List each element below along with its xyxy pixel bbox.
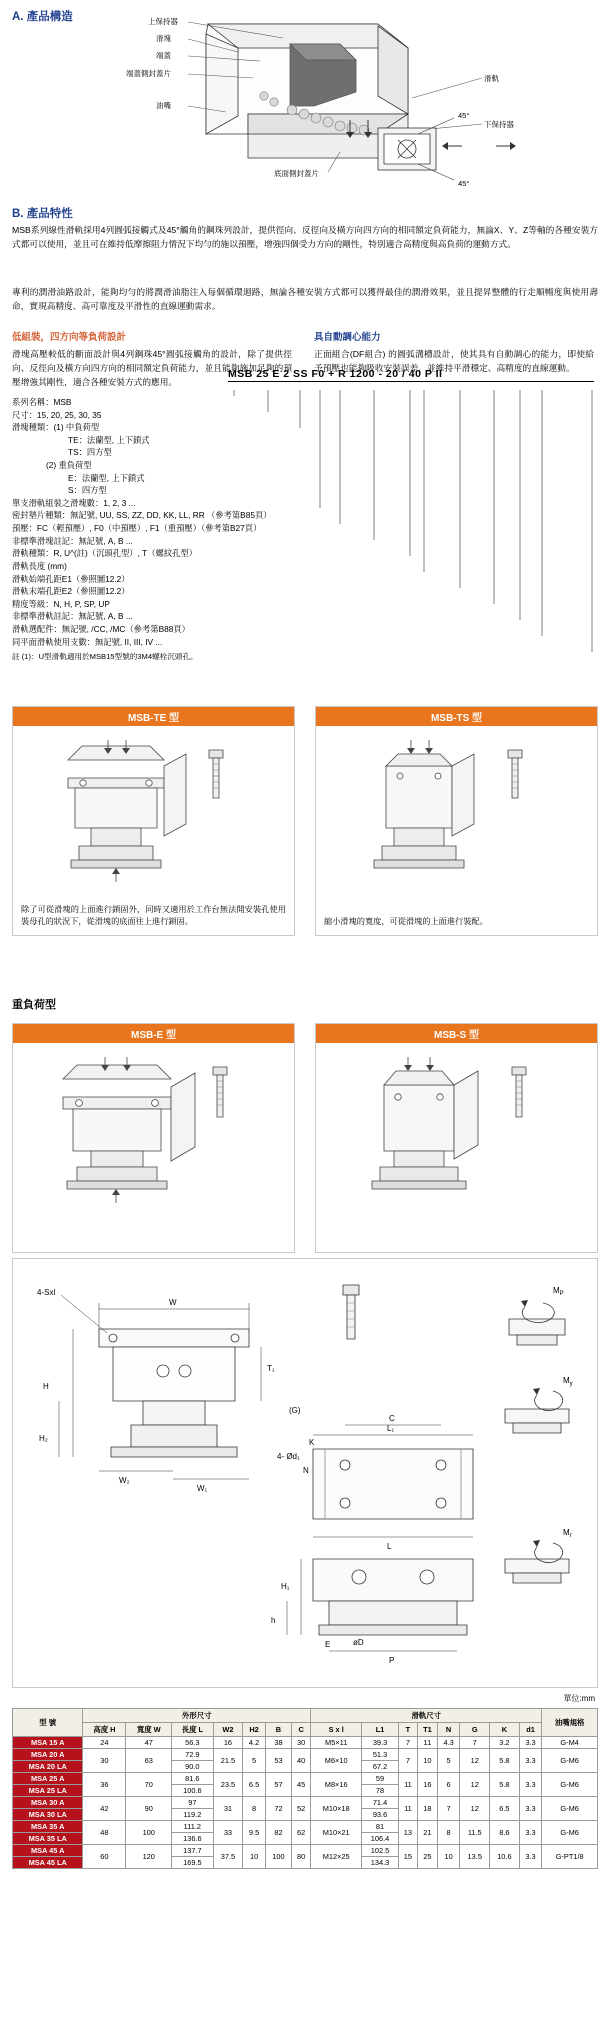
cell: 6.5 [490, 1797, 520, 1821]
cell: 4.2 [243, 1737, 266, 1749]
th-K: K [490, 1723, 520, 1737]
cell: 111.2 [172, 1821, 214, 1833]
dim-label-4Sxl: 4-Sxl [37, 1288, 56, 1297]
cell: 13 [398, 1821, 417, 1845]
paragraph-1: MSB系列線性滑軌採用4列圓弧接觸式及45°觸角的鋼珠列設計，提供徑向、反徑向及橫方向四方向的相同額定負荷能力，無論X、Y、Z等軸的各種安裝方式都可以使用，並且可在維持低摩擦阻力情況下均勻的施以預壓，增強四個受力方向的剛性，特別適合高精度與高負荷的運動方式。 [12, 225, 598, 250]
cell-model: MSA 35 A [13, 1821, 83, 1833]
cell: 5 [437, 1749, 460, 1773]
card-msb-ts [315, 706, 598, 936]
cell: 47 [126, 1737, 172, 1749]
cell: 11 [398, 1797, 417, 1821]
legend-item: E：法蘭型, 上下鎖式 [68, 472, 145, 483]
cell: 6.5 [243, 1773, 266, 1797]
cell: M5×11 [311, 1737, 362, 1749]
th-d1: d1 [519, 1723, 542, 1737]
feature-left-body: 滑塊高壓較低的斷面設計與4列鋼珠45°圓弧接觸角的設計，除了提供徑向、反徑向及橫方向四方向的相同額定負荷能力，並且能夠施加足夠的預壓增強其剛性，適合各種安裝方式的應用。 [12, 349, 292, 388]
cell: 80 [292, 1845, 311, 1869]
cell-model: MSA 20 LA [13, 1761, 83, 1773]
card-e-body [13, 1043, 294, 1213]
cell: G-M6 [542, 1749, 598, 1773]
cell: 36 [83, 1773, 126, 1797]
cell-model: MSA 30 A [13, 1797, 83, 1809]
card-ts-body [316, 726, 597, 896]
cell: 15 [398, 1845, 417, 1869]
cell: 72.9 [172, 1749, 214, 1761]
product-structure-diagram [78, 6, 598, 196]
cell: 8 [243, 1797, 266, 1821]
table-row [13, 1845, 598, 1857]
cell: 102.5 [362, 1845, 399, 1857]
dim-label-W1: W₁ [197, 1484, 208, 1493]
cell: 119.2 [172, 1809, 214, 1821]
card-e-svg [13, 1043, 296, 1213]
label-lower-retainer: 下保持器 [484, 120, 514, 129]
cell-model: MSA 15 A [13, 1737, 83, 1749]
card-ts-svg [316, 726, 599, 896]
cell: 3.3 [519, 1737, 542, 1749]
cell: 30 [292, 1737, 311, 1749]
table-header-row [13, 1723, 598, 1737]
label-slider: 滑塊 [156, 34, 171, 43]
table-body [13, 1737, 598, 1869]
feature-left-title: 低組裝，四方向等負荷設計 [12, 332, 127, 343]
legend-note: 註 (1)：U型滑軌適用於MSB15型號的3M4螺栓沉頭孔。 [12, 652, 198, 662]
legend-item: TE：法蘭型, 上下鎖式 [68, 434, 150, 445]
cell: 16 [213, 1737, 243, 1749]
cell: 5.8 [490, 1749, 520, 1773]
cell: 67.2 [362, 1761, 399, 1773]
legend-item: TS：四方型 [68, 447, 112, 458]
unit-note: 單位:mm [563, 1694, 595, 1703]
dim-label-T1: T₁ [267, 1364, 275, 1373]
dim-label-N: N [303, 1466, 309, 1475]
cell: 72 [265, 1797, 291, 1821]
table-row [13, 1749, 598, 1761]
label-angle-bottom: 45° [458, 179, 470, 188]
table-row [13, 1737, 598, 1749]
th-L1: L1 [362, 1723, 399, 1737]
cell: 21.5 [213, 1749, 243, 1773]
feature-right-body: 正面組合(DF組合) 的圓弧溝槽設計，使其具有自動調心的能力，即使給予預壓也能夠吸收安裝誤差，並維持平滑穩定、高精度的直線運動。 [314, 349, 594, 374]
dim-label-W2: W₂ [119, 1476, 130, 1485]
cell: 42 [83, 1797, 126, 1821]
cell: 10 [243, 1845, 266, 1869]
cell-model: MSA 20 A [13, 1749, 83, 1761]
cell: 57 [265, 1773, 291, 1797]
cell: 23.5 [213, 1773, 243, 1797]
legend-item: 滑軌末端孔距E2（參照圖12.2） [12, 586, 130, 597]
legend-item: S：四方型 [68, 485, 107, 496]
cell: 137.7 [172, 1845, 214, 1857]
moment-label-My: $M_y$ [563, 1376, 573, 1387]
cell: 25 [417, 1845, 437, 1869]
cell: 90 [126, 1797, 172, 1821]
cell: 11 [417, 1737, 437, 1749]
cell: 3.3 [519, 1821, 542, 1845]
cell: 13.5 [460, 1845, 490, 1869]
dim-label-C: C [389, 1414, 395, 1423]
th-L: 長度 L [172, 1723, 214, 1737]
moment-label-Mp: $M_P$ [553, 1286, 564, 1297]
dim-label-P: P [389, 1656, 395, 1665]
dim-label-d: øD [353, 1638, 364, 1647]
th-G: G [460, 1723, 490, 1737]
cell: 106.4 [362, 1833, 399, 1845]
dim-label-L: L [387, 1542, 392, 1551]
cell: 45 [292, 1773, 311, 1797]
cell: 33 [213, 1821, 243, 1845]
th-nipple: 油嘴規格 [542, 1709, 598, 1737]
legend-item: 單支滑軌組裝之滑塊數：1, 2, 3 ... [12, 497, 136, 508]
th-group-outer: 外形尺寸 [83, 1709, 311, 1723]
legend-item: 同平面滑軌使用支數：無記號, II, III, IV ... [12, 636, 163, 647]
label-upper-retainer: 上保持器 [148, 17, 178, 26]
card-s-svg [316, 1043, 599, 1213]
cell: 8.6 [490, 1821, 520, 1845]
cell: 81 [362, 1821, 399, 1833]
cell: 59 [362, 1773, 399, 1785]
paragraph-2: 專利的潤滑油路設計，能夠均勻的將潤滑油脂注入每個循環迴路，無論各種安裝方式都可以獲得最佳的潤滑效果，並且提昇整體的行走順暢度與使用壽命，實現高精度、高可靠度及平滑性的直線運動需求。 [12, 287, 598, 312]
label-angle-top: 45° [458, 111, 470, 120]
table-row [13, 1797, 598, 1809]
cell: 9.5 [243, 1821, 266, 1845]
dim-label-H1: H₁ [281, 1582, 290, 1591]
cell: 134.3 [362, 1857, 399, 1869]
cell: 7 [398, 1737, 417, 1749]
cell: 18 [417, 1797, 437, 1821]
cell: 3.3 [519, 1773, 542, 1797]
legend-item: 非標準滑塊註記：無記號, A, B ... [12, 535, 133, 546]
legend-item: 密封墊片種類：無記號, UU, SS, ZZ, DD, KK, LL, RR （參考第B85頁） [12, 510, 272, 521]
th-H: 高度 H [83, 1723, 126, 1737]
table-row [13, 1821, 598, 1833]
dim-label-H: H [43, 1382, 49, 1391]
legend-item: 滑軌長度 (mm) [12, 560, 67, 571]
label-end-cap: 端蓋 [156, 51, 171, 60]
cell: 31 [213, 1797, 243, 1821]
cell: G-PT1/8 [542, 1845, 598, 1869]
cell: 63 [126, 1749, 172, 1773]
dim-label-H2: H₂ [39, 1434, 48, 1443]
cell: 10 [437, 1845, 460, 1869]
cell: 7 [460, 1737, 490, 1749]
cell-model: MSA 25 LA [13, 1785, 83, 1797]
cell: 60 [83, 1845, 126, 1869]
cell: 100 [265, 1845, 291, 1869]
label-grease-nipple: 油嘴 [156, 101, 171, 110]
table-row [13, 1773, 598, 1785]
legend-item: 非標準滑軌註記：無記號, A, B ... [12, 611, 133, 622]
card-te-title: MSB-TE 型 [13, 707, 294, 726]
cell: 70 [126, 1773, 172, 1797]
cell: 48 [83, 1821, 126, 1845]
cell: 53 [265, 1749, 291, 1773]
cell: G-M6 [542, 1773, 598, 1797]
legend-item: 精度等級：N, H, P, SP, UP [12, 598, 110, 609]
th-B: B [265, 1723, 291, 1737]
cell: 78 [362, 1785, 399, 1797]
cell: 93.6 [362, 1809, 399, 1821]
cell-model: MSA 45 LA [13, 1857, 83, 1869]
section-a-title: A. 產品構造 [12, 11, 73, 23]
cell: 81.6 [172, 1773, 214, 1785]
cell: 7 [437, 1797, 460, 1821]
cell: 51.3 [362, 1749, 399, 1761]
dim-label-E: E [325, 1640, 331, 1649]
legend-item: 滑軌選配件：無記號, /CC, /MC（參考第B88頁） [12, 623, 190, 634]
cell: 21 [417, 1821, 437, 1845]
cell: 8 [437, 1821, 460, 1845]
card-te-body [13, 726, 294, 896]
dimension-table [12, 1708, 598, 1869]
cell: 5 [243, 1749, 266, 1773]
cell: 5.8 [490, 1773, 520, 1797]
order-code-legend [12, 396, 482, 663]
cell: 62 [292, 1821, 311, 1845]
cell: 90.0 [172, 1761, 214, 1773]
cell-model: MSA 45 A [13, 1845, 83, 1857]
cell-model: MSA 35 LA [13, 1833, 83, 1845]
th-N: N [437, 1723, 460, 1737]
cell: 39.3 [362, 1737, 399, 1749]
moment-label-Mr: $M_r$ [563, 1528, 572, 1539]
cell: 12 [460, 1797, 490, 1821]
th-group-rail: 滑軌尺寸 [311, 1709, 542, 1723]
dim-label-G: (G) [289, 1406, 301, 1415]
cell: 38 [265, 1737, 291, 1749]
legend-item: 滑軌始端孔距E1（參照圖12.2） [12, 573, 130, 584]
legend-item: 預壓：FC（輕預壓）, F0（中預壓）, F1（重預壓）（參考第B27頁） [12, 523, 262, 534]
cell: 6 [437, 1773, 460, 1797]
dim-label-4od1: 4- Ød₁ [277, 1452, 300, 1461]
cell: 3.3 [519, 1749, 542, 1773]
cell: 11 [398, 1773, 417, 1797]
cell: 11.5 [460, 1821, 490, 1845]
table-group-header-row [13, 1709, 598, 1723]
th-C: C [292, 1723, 311, 1737]
label-rail: 滑軌 [484, 74, 499, 83]
cell: G-M4 [542, 1737, 598, 1749]
legend-item: (2) 重負荷型 [46, 460, 92, 471]
section-b-title: B. 產品特性 [12, 208, 73, 220]
cell: 4.3 [437, 1737, 460, 1749]
th-T1: T1 [417, 1723, 437, 1737]
th-model: 型 號 [13, 1709, 83, 1737]
card-e-title: MSB-E 型 [13, 1024, 294, 1043]
label-bottom-seal: 底面側封蓋片 [274, 169, 319, 178]
cell: 3.3 [519, 1845, 542, 1869]
cell: 120 [126, 1845, 172, 1869]
cell: 24 [83, 1737, 126, 1749]
cell: G-M6 [542, 1797, 598, 1821]
th-T: T [398, 1723, 417, 1737]
legend-item: 滑軌種類：R, U^(註)（沉頭孔型）, T（螺紋孔型） [12, 548, 198, 559]
structure-svg [78, 6, 598, 202]
legend-item: 系列名稱：MSB [12, 397, 72, 407]
th-W: 寬度 W [126, 1723, 172, 1737]
cell: 100 [126, 1821, 172, 1845]
th-W2: W2 [213, 1723, 243, 1737]
cell-model: MSA 25 A [13, 1773, 83, 1785]
dim-label-L1: L₁ [387, 1424, 395, 1433]
cell: 82 [265, 1821, 291, 1845]
cell: 3.3 [519, 1797, 542, 1821]
card-ts-caption: 縮小滑塊的寬度，可從滑塊的上面進行裝配。 [324, 917, 488, 927]
cell: 52 [292, 1797, 311, 1821]
cell: 10.6 [490, 1845, 520, 1869]
legend-item: 滑塊種類：(1) 中負荷型 [12, 422, 100, 433]
card-ts-title: MSB-TS 型 [316, 707, 597, 726]
cell: 37.5 [213, 1845, 243, 1869]
cell: 169.5 [172, 1857, 214, 1869]
cell: M6×10 [311, 1749, 362, 1773]
cell: 40 [292, 1749, 311, 1773]
th-H2: H2 [243, 1723, 266, 1737]
card-s-title: MSB-S 型 [316, 1024, 597, 1043]
card-msb-te [12, 706, 295, 936]
card-te-caption: 除了可從滑塊的上面進行鎖固外，同時又適用於工作台無法開安裝孔使用裝母孔的狀況下，從滑塊的底面往上進行鎖固。 [21, 904, 286, 927]
th-Sxl: S x l [311, 1723, 362, 1737]
dim-label-W: W [169, 1298, 177, 1307]
cell: G-M6 [542, 1821, 598, 1845]
cell: 16 [417, 1773, 437, 1797]
legend-item: 尺寸：15, 20, 25, 30, 35 [12, 409, 102, 420]
cell: 56.3 [172, 1737, 214, 1749]
cell: 97 [172, 1797, 214, 1809]
cell: 10 [417, 1749, 437, 1773]
cell: M8×16 [311, 1773, 362, 1797]
label-endcap-seal: 端蓋側封蓋片 [126, 69, 171, 78]
cell: 7 [398, 1749, 417, 1773]
cell: M12×25 [311, 1845, 362, 1869]
dimension-drawing [12, 1258, 598, 1688]
dimension-svg [13, 1259, 597, 1687]
cell: 3.2 [490, 1737, 520, 1749]
cell: M10×18 [311, 1797, 362, 1821]
cell: 30 [83, 1749, 126, 1773]
dim-label-K: K [309, 1438, 315, 1447]
card-s-body [316, 1043, 597, 1213]
cell: M10×21 [311, 1821, 362, 1845]
card-msb-e [12, 1023, 295, 1253]
cell: 12 [460, 1773, 490, 1797]
heavy-load-title: 重負荷型 [12, 999, 56, 1011]
feature-right-title: 具自動調心能力 [314, 332, 381, 343]
cell-model: MSA 30 LA [13, 1809, 83, 1821]
order-code-line: MSB 25 E 2 SS F0 + R 1200 - 20 / 40 P II [228, 368, 443, 380]
cell: 71.4 [362, 1797, 399, 1809]
card-te-svg [13, 726, 296, 896]
cell: 100.6 [172, 1785, 214, 1797]
dim-label-h: h [271, 1616, 276, 1625]
cell: 136.6 [172, 1833, 214, 1845]
order-code-underline [228, 381, 594, 382]
cell: 12 [460, 1749, 490, 1773]
card-msb-s [315, 1023, 598, 1253]
